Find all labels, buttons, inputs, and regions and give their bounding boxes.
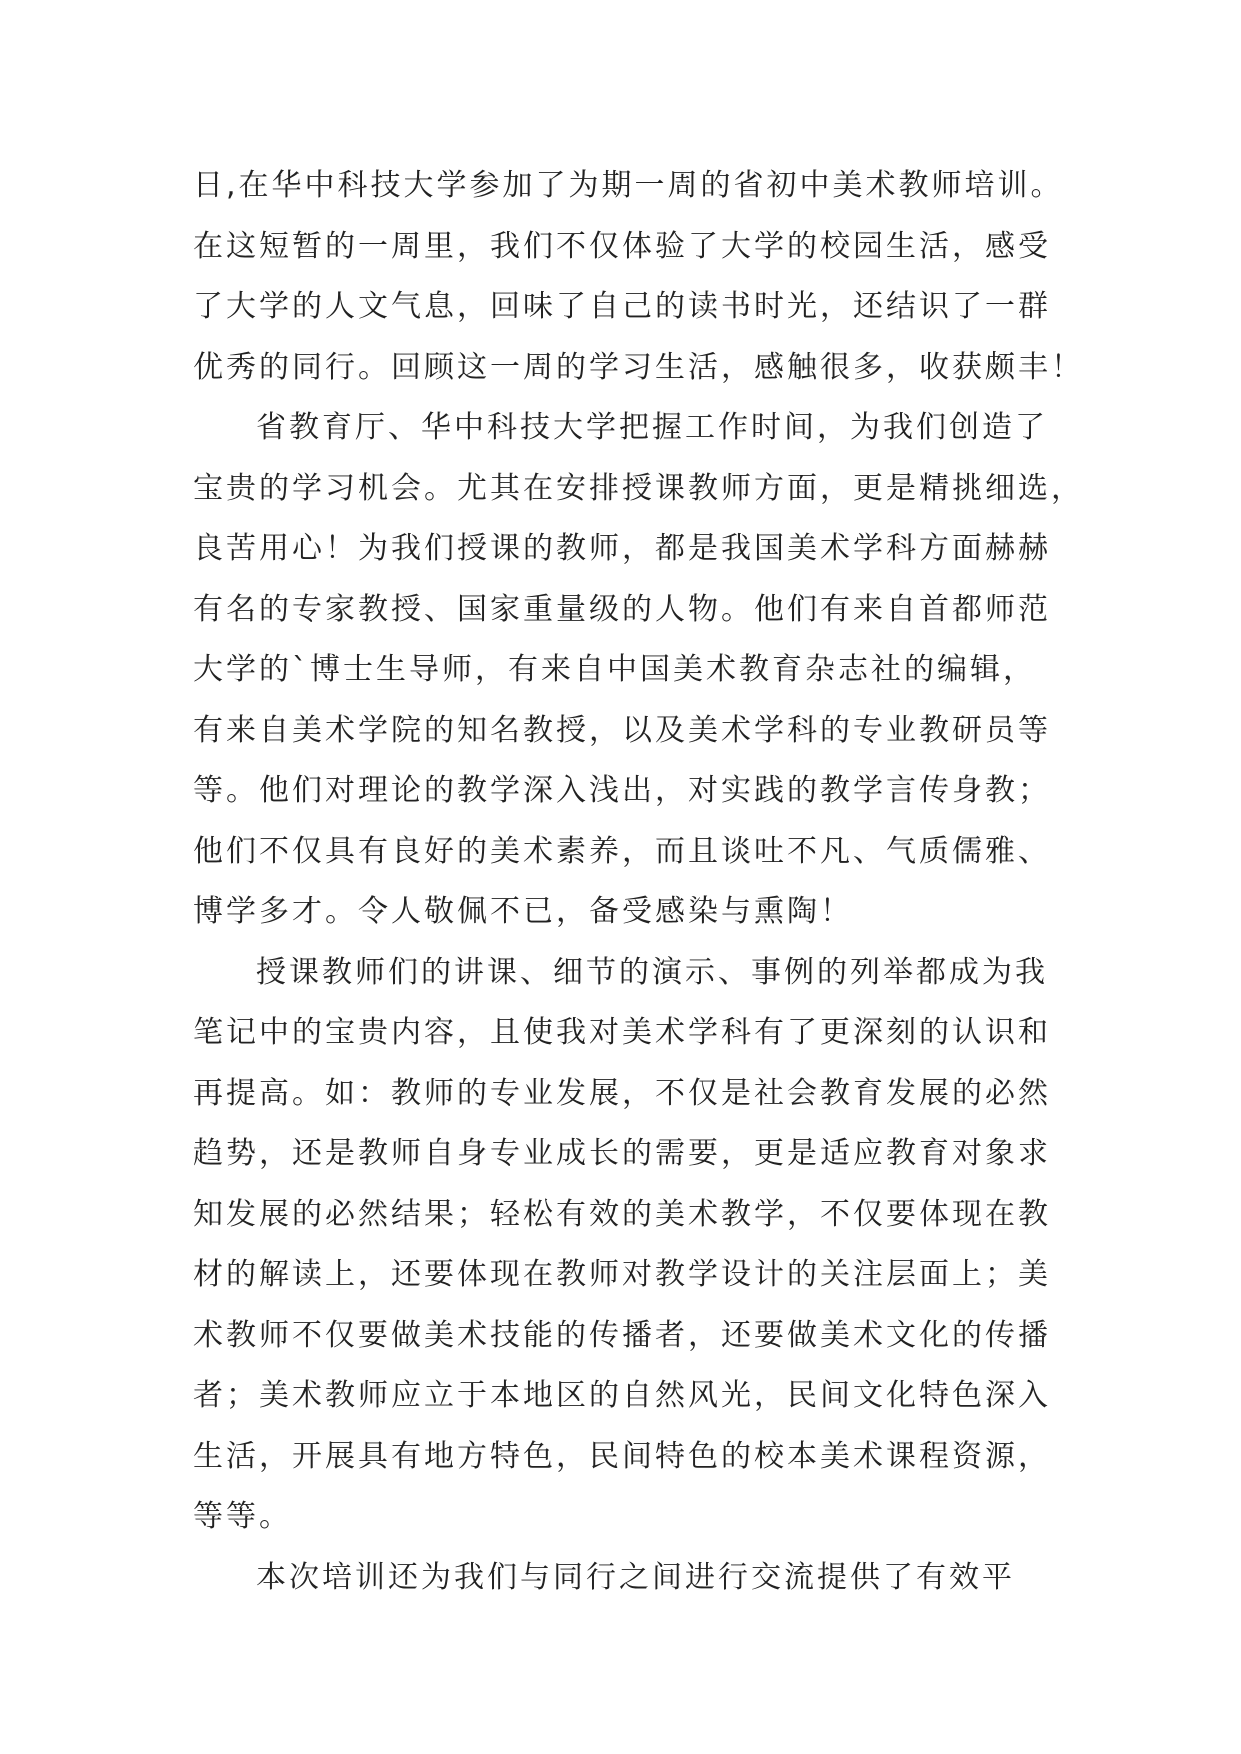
text-line: 再提高。如：教师的专业发展，不仅是社会教育发展的必然 — [193, 1075, 1051, 1111]
text-line: 良苦用心！为我们授课的教师，都是我国美术学科方面赫赫 — [193, 531, 1051, 566]
text-line: 在这短暂的一周里，我们不仅体验了大学的校园生活，感受 — [193, 228, 1051, 264]
document-body — [193, 156, 1093, 1608]
text-line: 大学的`博士生导师，有来自中国美术教育杂志社的编辑， — [193, 652, 1036, 687]
paragraph-first-line: 授课教师们的讲课、细节的演示、事例的列举都成为我 — [256, 954, 1048, 990]
paragraph-first-line: 省教育厅、华中科技大学把握工作时间，为我们创造了 — [256, 410, 1048, 445]
text-line: 笔记中的宝贵内容，且使我对美术学科有了更深刻的认识和 — [193, 1015, 1051, 1050]
text-line: 了大学的人文气息，回味了自己的读书时光，还结识了一群 — [193, 289, 1051, 324]
text-line: 知发展的必然结果；轻松有效的美术教学，不仅要体现在教 — [193, 1196, 1051, 1232]
text-line: 术教师不仅要做美术技能的传播者，还要做美术文化的传播 — [193, 1317, 1051, 1353]
text-line: 优秀的同行。回顾这一周的学习生活，感触很多，收获颇丰！ — [193, 349, 1084, 385]
text-line: 等。他们对理论的教学深入浅出，对实践的教学言传身教； — [193, 773, 1051, 808]
text-line: 材的解读上，还要体现在教师对教学设计的关注层面上；美 — [193, 1257, 1051, 1292]
text-line: 等等。 — [193, 1499, 292, 1534]
text-line: 生活，开展具有地方特色，民间特色的校本美术课程资源， — [193, 1438, 1051, 1474]
text-line: 他们不仅具有良好的美术素养，而且谈吐不凡、气质儒雅、 — [193, 833, 1051, 869]
text-line: 博学多才。令人敬佩不已，备受感染与熏陶！ — [193, 894, 853, 929]
text-line: 者；美术教师应立于本地区的自然风光，民间文化特色深入 — [193, 1378, 1051, 1413]
paragraph-first-line: 本次培训还为我们与同行之间进行交流提供了有效平 — [256, 1559, 1015, 1595]
text-line: 有名的专家教授、国家重量级的人物。他们有来自首都师范 — [193, 591, 1051, 627]
text-line: 宝贵的学习机会。尤其在安排授课教师方面，更是精挑细选， — [193, 470, 1084, 506]
text-line: 有来自美术学院的知名教授，以及美术学科的专业教研员等 — [193, 712, 1051, 748]
text-line: 日,在华中科技大学参加了为期一周的省初中美术教师培训。 — [193, 168, 1064, 203]
text-line: 趋势，还是教师自身专业成长的需要，更是适应教育对象求 — [193, 1136, 1051, 1171]
